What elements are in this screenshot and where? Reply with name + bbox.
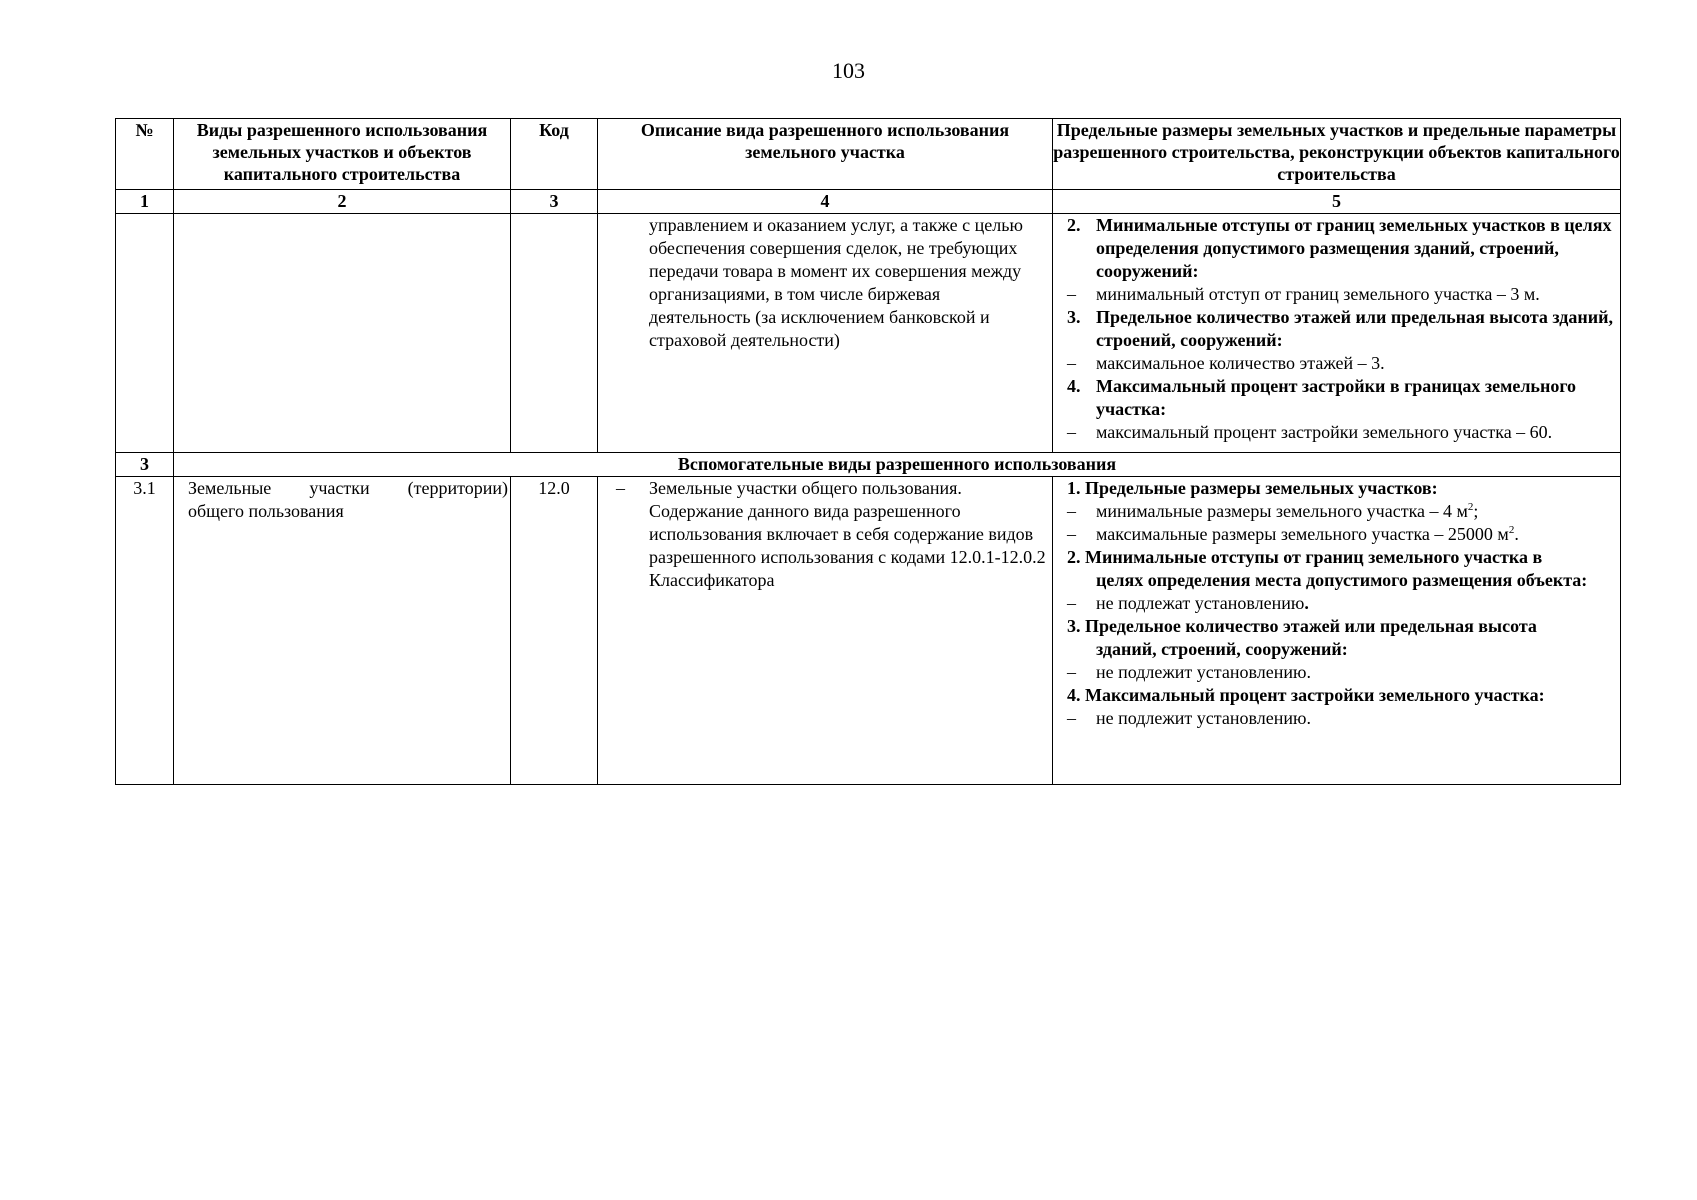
parameters-cell	[1053, 214, 1621, 453]
section-number: 3	[116, 453, 174, 477]
column-number: 3	[511, 190, 598, 214]
section-title: Вспомогательные виды разрешенного использования	[174, 453, 1621, 477]
param-line: – минимальные размеры земельного участка – 4 $м^2$;	[1067, 501, 1479, 521]
column-number: 2	[174, 190, 511, 214]
section-row	[116, 453, 1621, 477]
dash-marker: –	[616, 478, 625, 498]
item-description: Земельные участки общего пользования. Содержание данного вида разрешенного использования включает в себя содержание видов разрешенного использования с кодами 12.0.1-12.0.2 Классификатора	[649, 478, 1046, 590]
param-title: 1. Предельные размеры земельных участков:	[1067, 478, 1438, 498]
item-name-word: (территории)	[407, 478, 508, 498]
param-line: 4. Максимальный процент застройки в границах земельного участка:	[1067, 376, 1577, 419]
header-row	[116, 119, 1621, 190]
param-line: – не подлежат установлению.	[1067, 593, 1309, 613]
param-title: 2. Минимальные отступы от границ земельного участка в целях определения места допустимого размещения объекта:	[1067, 547, 1588, 590]
description-text: управлением и оказанием услуг, а также с целью обеспечения совершения сделок, не требующих передачи товара в момент их совершения между организациями, в том числе биржевая деятельность (за исключением банковской и страховой деятельности)	[649, 215, 1023, 350]
item-parameters-cell	[1053, 477, 1621, 785]
param-line: – минимальный отступ от границ земельного участка – 3 м.	[1067, 284, 1540, 304]
empty-cell	[116, 214, 174, 453]
param-line: – максимальные размеры земельного участка – 25000 $м^2$.	[1067, 524, 1519, 544]
empty-cell	[174, 214, 511, 453]
param-line: – максимальное количество этажей – 3.	[1067, 353, 1385, 373]
item-name-line: общего пользования	[188, 501, 344, 521]
column-number: 5	[1053, 190, 1621, 214]
item-row	[116, 477, 1621, 785]
page-number: 103	[832, 58, 865, 83]
param-line: 3. Предельное количество этажей или предельная высота зданий, строений, сооружений:	[1067, 307, 1614, 350]
empty-cell	[511, 214, 598, 453]
description-cell	[598, 214, 1053, 453]
param-line: 2. Минимальные отступы от границ земельных участков в целях определения допустимого размещения зданий, строений, сооружений:	[1067, 215, 1612, 281]
item-description-cell	[598, 477, 1053, 785]
regulations-table	[115, 118, 1621, 785]
item-code: 12.0	[511, 477, 598, 785]
item-name-cell	[174, 477, 511, 785]
param-line: – не подлежит установлению.	[1067, 708, 1311, 728]
continued-row	[116, 214, 1621, 453]
param-line: – максимальный процент застройки земельного участка – 60.	[1067, 422, 1553, 442]
header-code: Код	[511, 119, 598, 190]
column-number: 1	[116, 190, 174, 214]
param-title: 4. Максимальный процент застройки земельного участка:	[1067, 685, 1545, 705]
header-use-types: Виды разрешенного использования земельных участков и объектов капитального строительства	[174, 119, 511, 190]
item-name-word: Земельные	[188, 478, 272, 498]
header-description: Описание вида разрешенного использования земельного участка	[598, 119, 1053, 190]
item-name-word: участки	[309, 478, 370, 498]
param-title: 3. Предельное количество этажей или предельная высота зданий, строений, сооружений:	[1067, 616, 1537, 659]
header-parameters: Предельные размеры земельных участков и предельные параметры разрешенного строительства, реконструкции объектов капитального строительства	[1053, 119, 1621, 190]
item-number: 3.1	[116, 477, 174, 785]
column-number: 4	[598, 190, 1053, 214]
param-line: – не подлежит установлению.	[1067, 662, 1311, 682]
header-number: №	[116, 119, 174, 190]
column-numbers-row	[116, 190, 1621, 214]
